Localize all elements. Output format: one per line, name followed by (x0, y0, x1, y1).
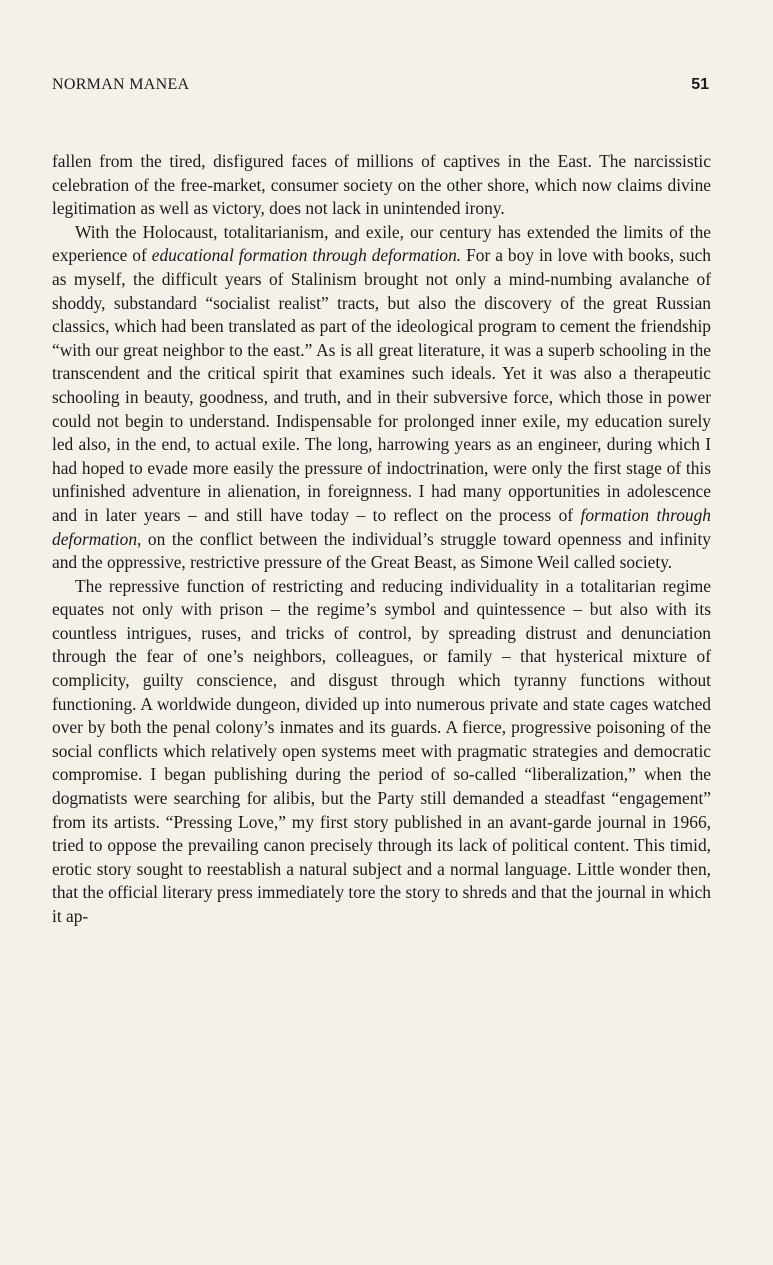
page-number: 51 (691, 76, 709, 93)
text-run: For a boy in love with books, such as myself, the difficult years of Stalinism brought not only a mind-numbing avalanche of shoddy, substandard “socialist realist” tracts, but also the discovery of the great Russian classics, which had been translated as part of the ideological program to cement the friendship “with our great neighbor to the east.” As is all great literature, it was a superb schooling in the transcendent and the critical spirit that examines such ideals. Yet it was also a therapeutic schooling in beauty, goodness, and truth, and in their subversive force, which those in power could not begin to understand. Indispensable for prolonged inner exile, my education surely led also, in the end, to actual exile. The long, harrowing years as an engineer, during which I had hoped to evade more easily the pressure of indoctrination, were only the first stage of this unfinished adventure in alienation, in foreignness. I had many opportunities in adolescence and in later years – and still have today – to reflect on the process of (52, 245, 711, 525)
italic-phrase: educational formation through deformation. (151, 245, 462, 266)
text-run: on the conflict between the individual’s struggle toward openness and infinity and the oppressive, restrictive pressure of the Great Beast, as Simone Weil called society. (52, 528, 711, 573)
paragraph-3 (52, 575, 711, 929)
paragraph-2 (52, 221, 711, 575)
running-head: NORMAN MANEA (52, 76, 190, 93)
body-text (52, 150, 711, 929)
text-run: The repressive function of restricting and reducing individuality in a totalitarian regime equates not only with prison – the regime’s symbol and quintessence – but also with its countless intrigues, ruses, and tricks of control, by spreading distrust and denunciation through the fear of one’s neighbors, colleagues, or family – that hysterical mixture of complicity, guilty conscience, and disgust through which tyranny functions without functioning. A worldwide dungeon, divided up into numerous private and state cages watched over by both the penal colony’s inmates and its guards. A fierce, progressive poisoning of the social conflicts which relatively open systems meet with pragmatic strategies and democratic compromise. I began publishing during the period of so-called “liberalization,” when the dogmatists were searching for alibis, but the Party still demanded a steadfast “engagement” from its artists. “Pressing Love,” my first story published in an avant-garde journal in 1966, tried to oppose the prevailing canon precisely through its lack of political content. This timid, erotic story sought to reestablish a natural subject and a normal language. Little wonder then, that the official literary press immediately tore the story to shreds and that the journal in which it ap- (52, 575, 711, 926)
text-run: fallen from the tired, disfigured faces of millions of captives in the East. The narcissistic celebration of the free-market, consumer society on the other shore, which now claims divine legitimation as well as victory, does not lack in unintended irony. (52, 151, 711, 219)
paragraph-1 (52, 150, 711, 221)
italic-phrase: formation through deformation, (52, 504, 711, 549)
text-run: With the Holocaust, totalitarianism, and exile, our century has extended the limits of the experience of (52, 221, 711, 266)
page-header (52, 76, 709, 94)
